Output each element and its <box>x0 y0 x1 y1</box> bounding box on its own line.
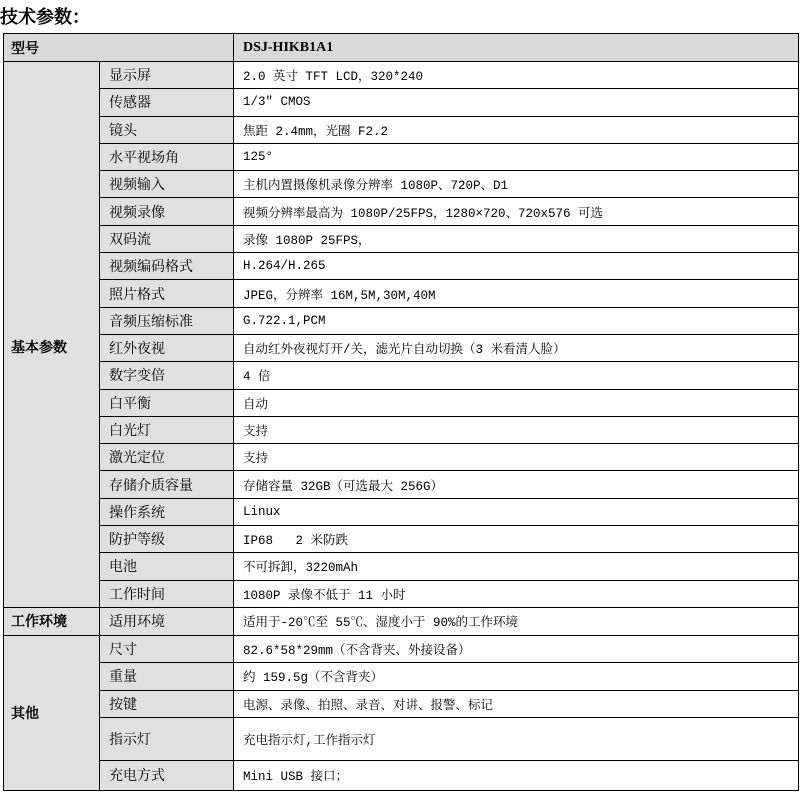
param-label: 红外夜视 <box>100 334 234 361</box>
param-value: 支持 <box>234 444 799 471</box>
param-value: 1/3" CMOS <box>234 89 799 116</box>
param-value: 1080P 录像不低于 11 小时 <box>234 580 799 607</box>
spec-row <box>4 717 799 760</box>
param-label: 数字变倍 <box>100 362 234 389</box>
param-label: 尺寸 <box>100 635 234 662</box>
spec-row <box>4 334 799 361</box>
param-value: Mini USB 接口； <box>234 760 799 790</box>
spec-row <box>4 580 799 607</box>
param-value: 82.6*58*29mm（不含背夹、外接设备） <box>234 635 799 662</box>
param-value: 4 倍 <box>234 362 799 389</box>
param-label: 水平视场角 <box>100 143 234 170</box>
spec-row <box>4 143 799 170</box>
param-label: 白平衡 <box>100 389 234 416</box>
param-value: 适用于-20℃至 55℃、湿度小于 90%的工作环境 <box>234 607 799 635</box>
param-label: 视频编码格式 <box>100 253 234 280</box>
spec-row <box>4 62 799 89</box>
param-value: 125° <box>234 143 799 170</box>
spec-row <box>4 635 799 662</box>
param-value: JPEG，分辨率 16M,5M,30M,40M <box>234 280 799 307</box>
spec-row <box>4 526 799 553</box>
param-value: 视频分辨率最高为 1080P/25FPS，1280×720、720x576 可选 <box>234 198 799 225</box>
spec-row <box>4 471 799 498</box>
param-label: 白光灯 <box>100 416 234 443</box>
param-label: 电池 <box>100 553 234 580</box>
spec-row <box>4 760 799 790</box>
group-label: 其他 <box>4 635 100 790</box>
param-value: 自动 <box>234 389 799 416</box>
spec-row <box>4 498 799 525</box>
param-value: 充电指示灯,工作指示灯 <box>234 717 799 760</box>
param-value: 2.0 英寸 TFT LCD，320*240 <box>234 62 799 89</box>
spec-row <box>4 116 799 143</box>
param-label: 传感器 <box>100 89 234 116</box>
model-value: DSJ-HIKB1A1 <box>234 34 799 62</box>
param-label: 存储介质容量 <box>100 471 234 498</box>
param-value: Linux <box>234 498 799 525</box>
param-label: 工作时间 <box>100 580 234 607</box>
param-value: 自动红外夜视灯开/关，滤光片自动切换（3 米看清人脸） <box>234 334 799 361</box>
spec-row <box>4 171 799 198</box>
group-label: 工作环境 <box>4 607 100 635</box>
param-value: 约 159.5g（不含背夹） <box>234 662 799 690</box>
param-label: 适用环境 <box>100 607 234 635</box>
spec-row <box>4 198 799 225</box>
spec-row <box>4 607 799 635</box>
spec-row <box>4 553 799 580</box>
spec-row <box>4 389 799 416</box>
param-label: 重量 <box>100 662 234 690</box>
model-row <box>4 34 799 62</box>
param-label: 防护等级 <box>100 526 234 553</box>
param-label: 视频输入 <box>100 171 234 198</box>
spec-row <box>4 362 799 389</box>
param-value: 存储容量 32GB（可选最大 256G） <box>234 471 799 498</box>
param-value: 支持 <box>234 416 799 443</box>
spec-row <box>4 225 799 252</box>
spec-table <box>3 33 799 791</box>
param-label: 充电方式 <box>100 760 234 790</box>
param-value: 录像 1080P 25FPS， <box>234 225 799 252</box>
spec-row <box>4 416 799 443</box>
spec-row <box>4 280 799 307</box>
param-label: 镜头 <box>100 116 234 143</box>
model-label: 型号 <box>4 34 234 62</box>
spec-row <box>4 307 799 334</box>
spec-row <box>4 662 799 690</box>
param-label: 视频录像 <box>100 198 234 225</box>
param-label: 按键 <box>100 690 234 717</box>
param-value: 主机内置摄像机录像分辨率 1080P、720P、D1 <box>234 171 799 198</box>
param-label: 激光定位 <box>100 444 234 471</box>
param-label: 显示屏 <box>100 62 234 89</box>
param-label: 操作系统 <box>100 498 234 525</box>
param-value: 焦距 2.4mm，光圈 F2.2 <box>234 116 799 143</box>
param-value: 不可拆卸，3220mAh <box>234 553 799 580</box>
param-value: G.722.1,PCM <box>234 307 799 334</box>
page-title: 技术参数： <box>0 7 90 27</box>
param-label: 音频压缩标准 <box>100 307 234 334</box>
spec-row <box>4 253 799 280</box>
param-value: IP68 2 米防跌 <box>234 526 799 553</box>
param-label: 指示灯 <box>100 717 234 760</box>
param-value: 电源、录像、拍照、录音、对讲、报警、标记 <box>234 690 799 717</box>
spec-row <box>4 444 799 471</box>
param-value: H.264/H.265 <box>234 253 799 280</box>
param-label: 双码流 <box>100 225 234 252</box>
group-label: 基本参数 <box>4 62 100 608</box>
spec-row <box>4 89 799 116</box>
spec-row <box>4 690 799 717</box>
param-label: 照片格式 <box>100 280 234 307</box>
